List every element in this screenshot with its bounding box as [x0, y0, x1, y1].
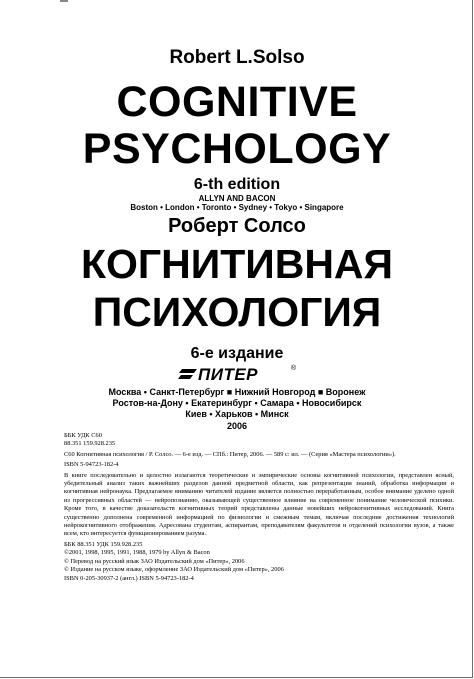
cities-russian-line3: Киев • Харьков • Минск	[185, 409, 289, 419]
author-english: Robert L.Solso	[169, 47, 305, 68]
publication-year: 2006	[226, 421, 248, 431]
cities-russian-line1: Москва • Санкт-Петербург ■ Нижний Новгород ■ Воронеж	[108, 387, 366, 397]
edition-russian: 6-е издание	[190, 345, 284, 362]
piter-logo	[178, 365, 296, 385]
title-english-line1: COGNITIVE	[116, 78, 358, 126]
bbk-udk-footer: ББК 88.351 УДК 159.928.235	[64, 540, 143, 548]
isbn: ISBN 5-94723-182-4	[64, 461, 119, 469]
piter-logo-icon	[178, 368, 198, 382]
scan-mark	[60, 0, 68, 2]
title-russian-line1: КОГНИТИВНАЯ	[80, 241, 394, 287]
classification-codes: 88.351 159.928.235	[64, 440, 116, 448]
copyright-original: ©2001, 1998, 1995, 1991, 1988, 1979 by Allyn & Bacon	[64, 549, 210, 557]
piter-logo-text: ПИТЕР	[198, 365, 259, 384]
title-english-line2: PSYCHOLOGY	[82, 125, 392, 173]
citation: С60 Когнитивная психология / Р. Солсо. — 6-е изд. — СПб.: Питер, 2006. — 589 с: ил. — (Серия «Мастера психологии»).	[64, 450, 396, 458]
publisher-english: ALLYN AND BACON	[198, 194, 276, 203]
registered-mark: ®	[290, 365, 296, 372]
bibliographic-block	[64, 432, 454, 583]
copyright-translation: © Перевод на русский язык ЗАО Издательский дом «Питер», 2006	[64, 557, 245, 565]
abstract: В книге последовательно и целостно излагаются теоретические и эмпирические основы когнитивной психологии, представлен ясный, убедительный анализ таких важнейших разделов данной предметной области, как репрезентация знаний, обработка информации и когнитивная нейронаука. Предлагаемое вниманию читателей издание является полностью переработанным, особое внимание уделено одной из прогрессивных областей — нейропознанию, оказывающей существенное влияние на современное понимание человеческой психики. Кроме того, в качестве доказательств когнитивных теорий представлены данные новейших нейрокогнитивных исследований. Книга существенно дополнена современной информацией по физиологии и смежным темам, включая последние достижения технологий нейрокогнитивного отображения. Адресована студентам, аспирантам, преподавателям факультетов и отделений психологии вузов, а также всем, кто интересуется функционированием разума.	[64, 471, 454, 538]
isbn-full: ISBN 0-205-30937-2 (англ.) ISBN 5-94723-182-4	[64, 574, 194, 582]
author-russian: Роберт Солсо	[168, 215, 306, 237]
cities-russian-line2: Ростов-на-Дону • Екатеринбург • Самара • Новосибирск	[112, 398, 362, 408]
edition-english: 6-th edition	[193, 176, 281, 193]
copyright-edition: © Издание на русском языке, оформление ЗАО Издательский дом «Питер», 2006	[64, 566, 284, 574]
bbk-udk-header: ББК УДК С60	[64, 432, 102, 439]
title-russian-line2: ПСИХОЛОГИЯ	[92, 289, 382, 335]
cities-english: Boston • London • Toronto • Sydney • Tokyo • Singapore	[130, 203, 344, 212]
